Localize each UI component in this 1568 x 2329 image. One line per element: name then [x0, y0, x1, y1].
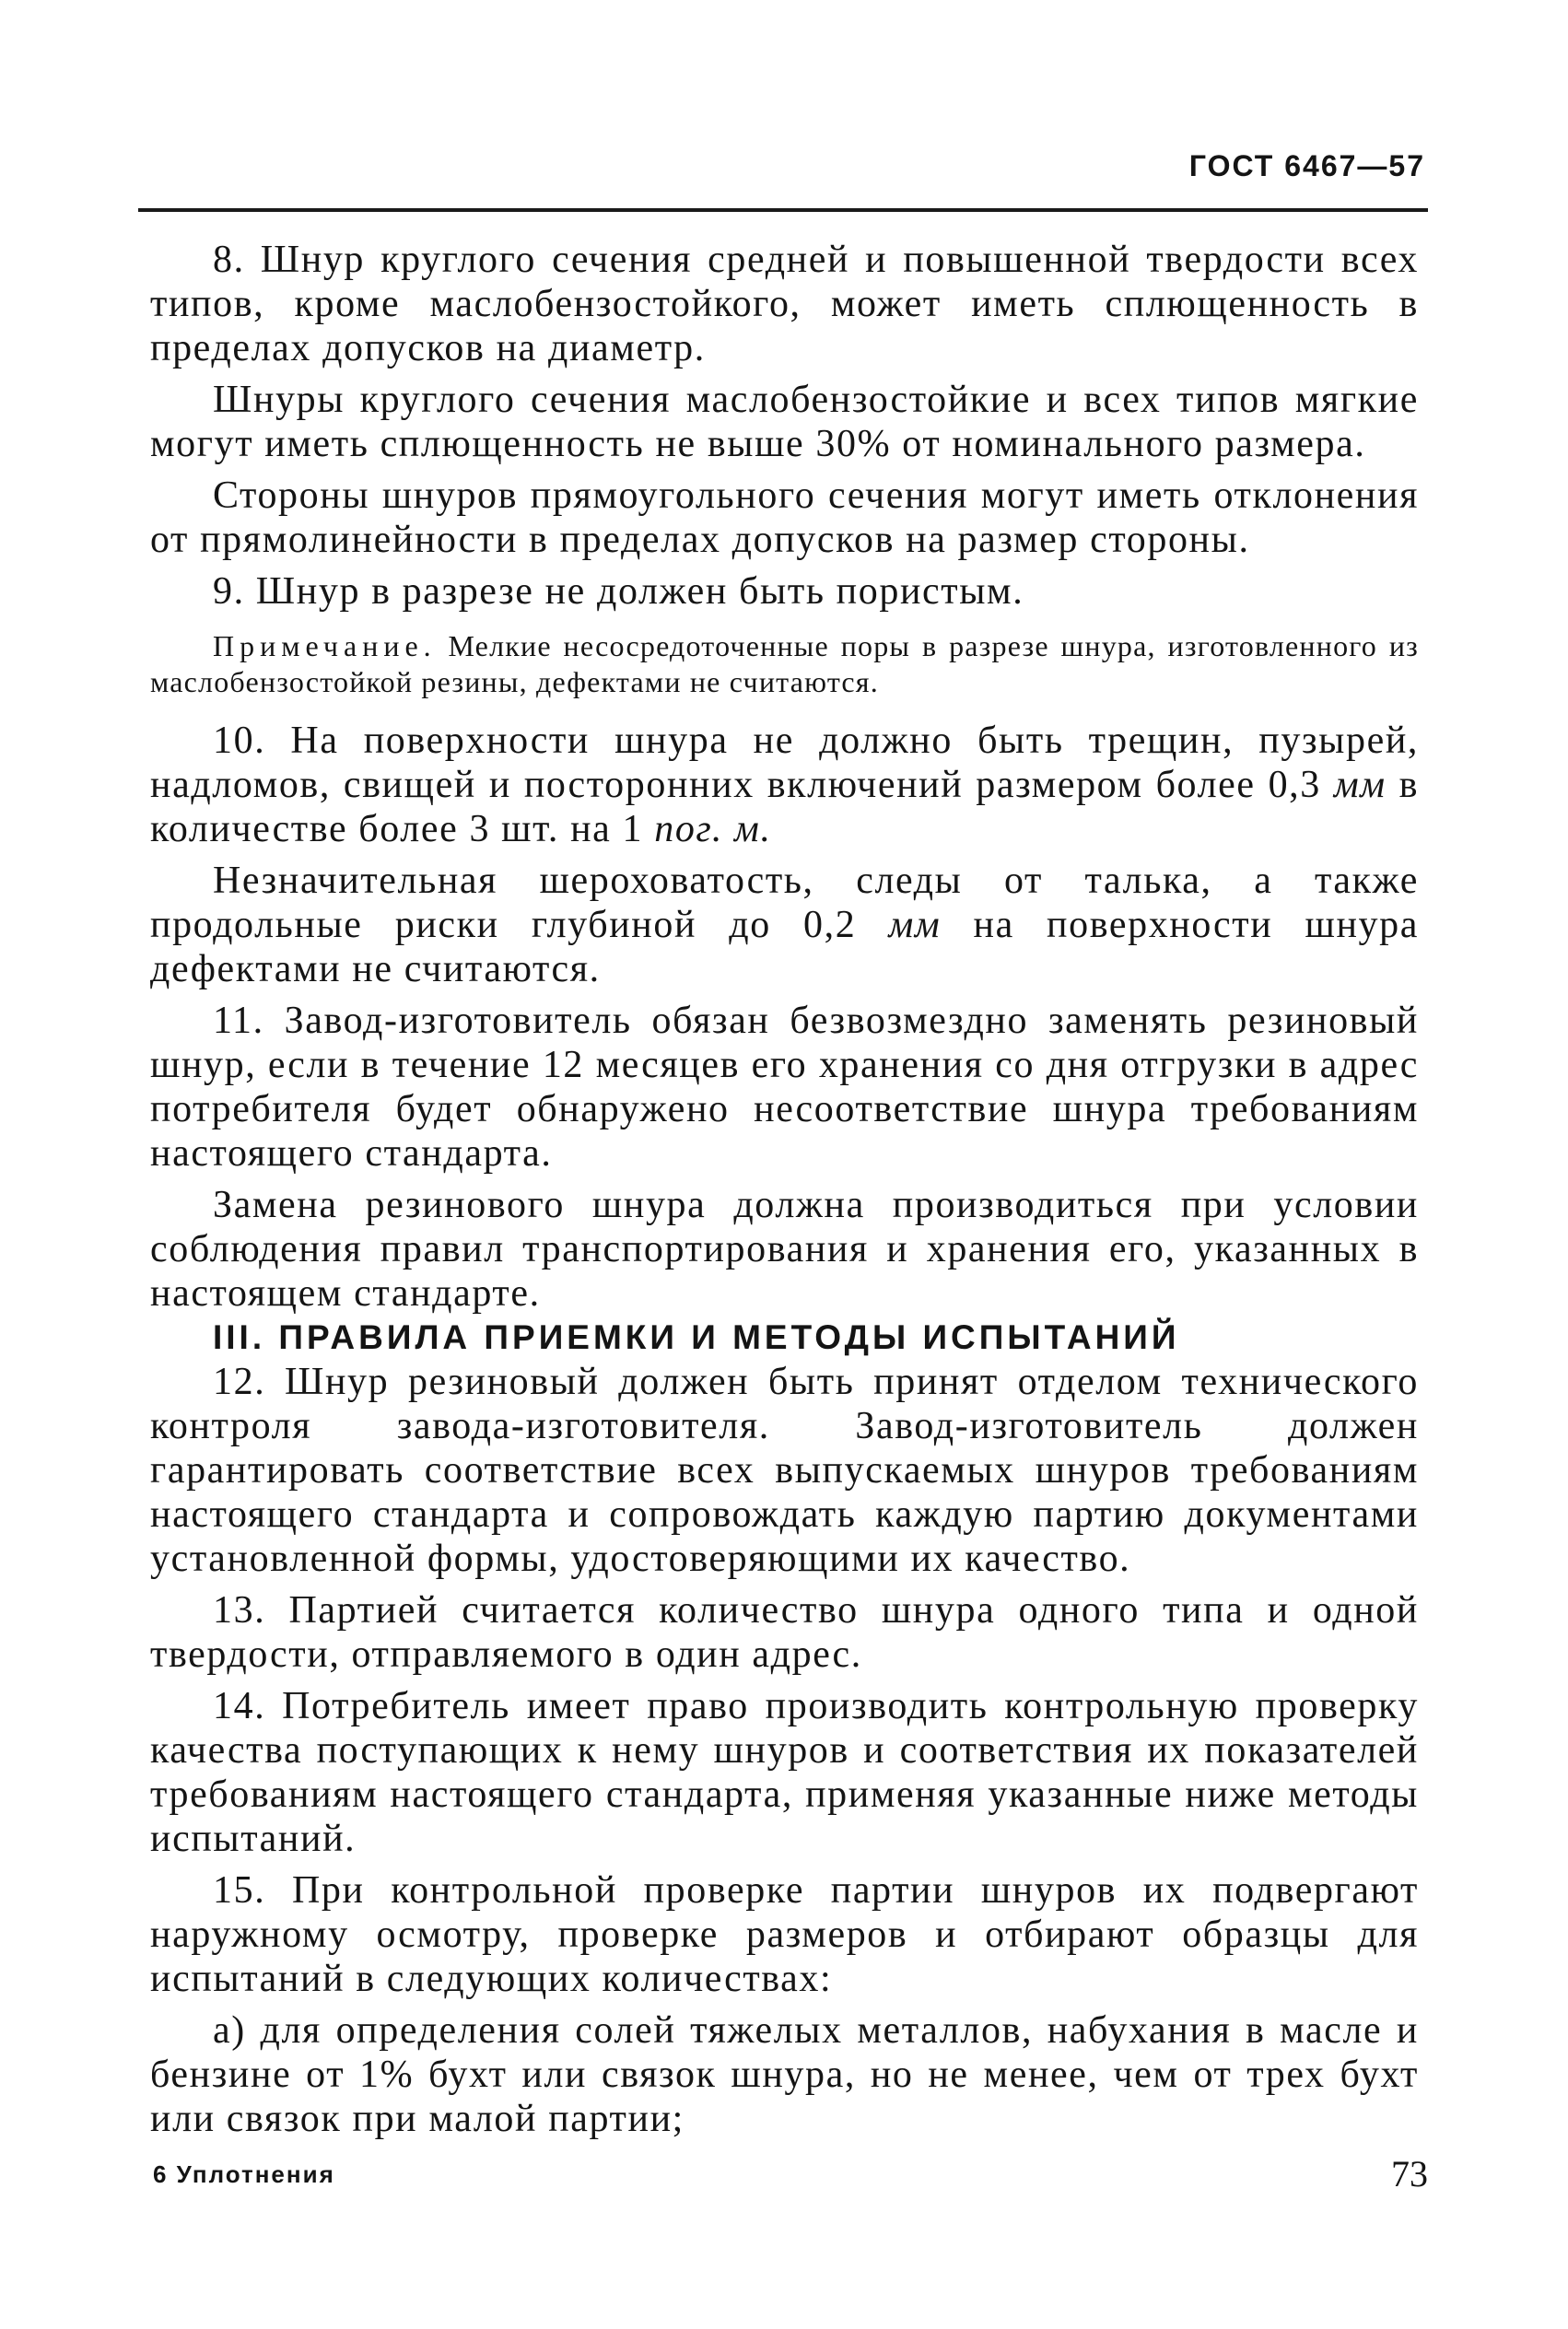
paragraph-8: 8. Шнур круглого сечения средней и повышенной твердости всех типов, кроме маслобензостойкого, может иметь сплющенность в пределах допусков на диаметр.	[150, 239, 1419, 369]
paragraph-roughness-part-b: на поверхности шнура дефектами не считаются.	[150, 904, 1419, 990]
paragraph-11: 11. Завод-изготовитель обязан безвозмездно заменять резиновый шнур, если в течение 12 месяцев его хранения со дня отгрузки в адрес потребителя будет обнаружено несоответствие шнура требованиям настоящего стандарта.	[150, 1000, 1419, 1175]
paragraph-10-part-a: 10. На поверхности шнура не должно быть трещин, пузырей, надломов, свищей и посторонних включений размером более 0,3	[150, 720, 1419, 806]
paragraph-roughness-part-a: Незначительная шероховатость, следы от талька, а также продольные риски глубиной до 0,2	[150, 860, 1419, 946]
section-title: III. ПРАВИЛА ПРИЕМКИ И МЕТОДЫ ИСПЫТАНИЙ	[213, 1318, 1180, 1356]
paragraph-15: 15. При контрольной проверке партии шнуров их подвергают наружному осмотру, проверке размеров и отбирают образцы для испытаний в следующих количествах:	[150, 1869, 1419, 2000]
note-label: Примечание.	[213, 629, 437, 662]
footer-signature: 6 Уплотнения	[153, 2160, 335, 2188]
note	[150, 628, 1419, 700]
paragraph-roughness	[150, 859, 1419, 991]
page-body	[150, 238, 1419, 2141]
document-code: ГОСТ 6467—57	[1188, 149, 1425, 182]
paragraph-10-part-b: в количестве более 3 шт. на 1	[150, 764, 1419, 850]
paragraph-10	[150, 719, 1419, 851]
header-rule	[138, 208, 1428, 212]
note-text: Мелкие несосредоточенные поры в разрезе шнура, изготовленного из маслобензостойкой резины, дефектами не считаются.	[150, 629, 1419, 698]
unit-mm: мм	[888, 904, 942, 946]
paragraph-flatness: Шнуры круглого сечения маслобензостойкие и всех типов мягкие могут иметь сплющенность не выше 30% от номинального размера.	[150, 379, 1419, 465]
unit-running-meter: пог. м.	[654, 808, 772, 850]
paragraph-14: 14. Потребитель имеет право производить контрольную проверку качества поступающих к нему шнуров и соответствия их показателей требованиям настоящего стандарта, применяя указанные ниже методы испытаний.	[150, 1685, 1419, 1860]
unit-mm: мм	[1333, 764, 1387, 806]
paragraph-12: 12. Шнур резиновый должен быть принят отделом технического контроля завода-изготовителя. Завод-изготовитель должен гарантировать соответствие всех выпускаемых шнуров требованиям настоящего стандарта и сопровождать каждую партию документами установленной формы, удостоверяющими их качество.	[150, 1361, 1419, 1580]
paragraph-replacement: Замена резинового шнура должна производиться при условии соблюдения правил транспортирования и хранения его, указанных в настоящем стандарте.	[150, 1184, 1419, 1315]
paragraph-rectangular-sides: Стороны шнуров прямоугольного сечения могут иметь отклонения от прямолинейности в пределах допусков на размер стороны.	[150, 474, 1419, 561]
page-number: 73	[1391, 2153, 1428, 2194]
paragraph-9: 9. Шнур в разрезе не должен быть пористым.	[213, 570, 1024, 613]
paragraph-13: 13. Партией считается количество шнура одного типа и одной твердости, отправляемого в один адрес.	[150, 1589, 1419, 1676]
paragraph-15a: а) для определения солей тяжелых металлов, набухания в масле и бензине от 1% бухт или связок шнура, но не менее, чем от трех бухт или связок при малой партии;	[150, 2009, 1419, 2140]
